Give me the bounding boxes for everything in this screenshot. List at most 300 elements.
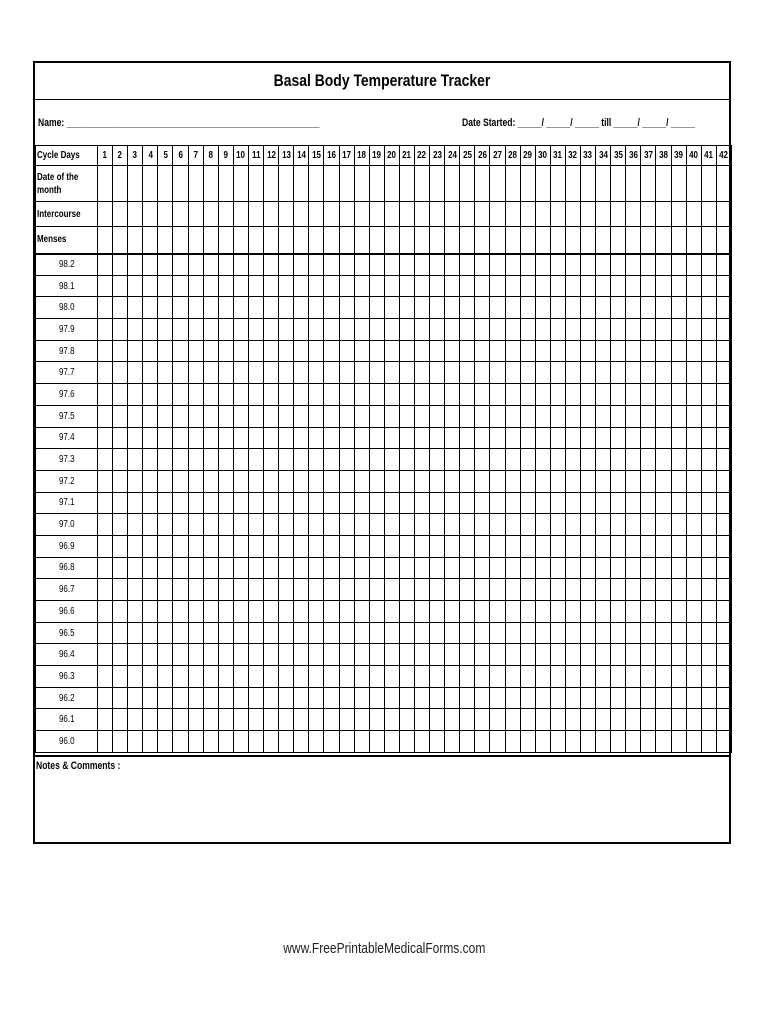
grid-cell[interactable] bbox=[384, 535, 399, 557]
grid-cell[interactable] bbox=[128, 731, 143, 753]
grid-cell[interactable] bbox=[686, 557, 701, 579]
grid-cell[interactable] bbox=[128, 601, 143, 623]
grid-cell[interactable] bbox=[369, 254, 384, 276]
grid-cell[interactable] bbox=[369, 449, 384, 471]
grid-cell[interactable] bbox=[384, 579, 399, 601]
grid-cell[interactable] bbox=[128, 227, 143, 254]
grid-cell[interactable] bbox=[158, 405, 173, 427]
grid-cell[interactable] bbox=[188, 449, 203, 471]
grid-cell[interactable] bbox=[248, 557, 263, 579]
grid-cell[interactable] bbox=[309, 514, 324, 536]
grid-cell[interactable] bbox=[656, 470, 671, 492]
grid-cell[interactable] bbox=[535, 384, 550, 406]
grid-cell[interactable] bbox=[294, 709, 309, 731]
grid-cell[interactable] bbox=[264, 275, 279, 297]
grid-cell[interactable] bbox=[581, 666, 596, 688]
grid-cell[interactable] bbox=[248, 470, 263, 492]
grid-cell[interactable] bbox=[218, 202, 233, 227]
grid-cell[interactable] bbox=[309, 535, 324, 557]
grid-cell[interactable] bbox=[716, 514, 731, 536]
grid-cell[interactable] bbox=[173, 709, 188, 731]
grid-cell[interactable] bbox=[520, 362, 535, 384]
grid-cell[interactable] bbox=[279, 535, 294, 557]
grid-cell[interactable] bbox=[158, 319, 173, 341]
grid-cell[interactable] bbox=[339, 254, 354, 276]
grid-cell[interactable] bbox=[641, 687, 656, 709]
grid-cell[interactable] bbox=[113, 666, 128, 688]
grid-cell[interactable] bbox=[324, 405, 339, 427]
grid-cell[interactable] bbox=[701, 644, 716, 666]
grid-cell[interactable] bbox=[475, 362, 490, 384]
grid-cell[interactable] bbox=[158, 687, 173, 709]
grid-cell[interactable] bbox=[218, 579, 233, 601]
grid-cell[interactable] bbox=[203, 319, 218, 341]
grid-cell[interactable] bbox=[686, 319, 701, 341]
grid-cell[interactable] bbox=[158, 449, 173, 471]
grid-cell[interactable] bbox=[671, 492, 686, 514]
grid-cell[interactable] bbox=[354, 492, 369, 514]
grid-cell[interactable] bbox=[233, 166, 248, 202]
grid-cell[interactable] bbox=[596, 254, 611, 276]
grid-cell[interactable] bbox=[520, 557, 535, 579]
grid-cell[interactable] bbox=[233, 535, 248, 557]
grid-cell[interactable] bbox=[490, 449, 505, 471]
grid-cell[interactable] bbox=[626, 709, 641, 731]
grid-cell[interactable] bbox=[626, 557, 641, 579]
grid-cell[interactable] bbox=[98, 687, 113, 709]
grid-cell[interactable] bbox=[399, 297, 414, 319]
grid-cell[interactable] bbox=[233, 340, 248, 362]
grid-cell[interactable] bbox=[264, 535, 279, 557]
grid-cell[interactable] bbox=[158, 384, 173, 406]
grid-cell[interactable] bbox=[264, 362, 279, 384]
grid-cell[interactable] bbox=[581, 470, 596, 492]
grid-cell[interactable] bbox=[520, 687, 535, 709]
grid-cell[interactable] bbox=[611, 427, 626, 449]
grid-cell[interactable] bbox=[490, 384, 505, 406]
grid-cell[interactable] bbox=[626, 644, 641, 666]
grid-cell[interactable] bbox=[701, 449, 716, 471]
grid-cell[interactable] bbox=[279, 687, 294, 709]
grid-cell[interactable] bbox=[520, 297, 535, 319]
grid-cell[interactable] bbox=[113, 227, 128, 254]
grid-cell[interactable] bbox=[279, 405, 294, 427]
grid-cell[interactable] bbox=[490, 687, 505, 709]
grid-cell[interactable] bbox=[686, 362, 701, 384]
grid-cell[interactable] bbox=[414, 275, 429, 297]
grid-cell[interactable] bbox=[264, 644, 279, 666]
grid-cell[interactable] bbox=[460, 557, 475, 579]
grid-cell[interactable] bbox=[581, 297, 596, 319]
grid-cell[interactable] bbox=[369, 227, 384, 254]
grid-cell[interactable] bbox=[430, 427, 445, 449]
grid-cell[interactable] bbox=[611, 202, 626, 227]
grid-cell[interactable] bbox=[671, 449, 686, 471]
grid-cell[interactable] bbox=[143, 384, 158, 406]
grid-cell[interactable] bbox=[445, 319, 460, 341]
grid-cell[interactable] bbox=[233, 687, 248, 709]
grid-cell[interactable] bbox=[294, 275, 309, 297]
grid-cell[interactable] bbox=[384, 297, 399, 319]
grid-cell[interactable] bbox=[399, 384, 414, 406]
grid-cell[interactable] bbox=[324, 557, 339, 579]
grid-cell[interactable] bbox=[324, 275, 339, 297]
grid-cell[interactable] bbox=[399, 254, 414, 276]
grid-cell[interactable] bbox=[520, 319, 535, 341]
grid-cell[interactable] bbox=[505, 557, 520, 579]
grid-cell[interactable] bbox=[716, 687, 731, 709]
grid-cell[interactable] bbox=[641, 535, 656, 557]
grid-cell[interactable] bbox=[520, 427, 535, 449]
grid-cell[interactable] bbox=[535, 427, 550, 449]
grid-cell[interactable] bbox=[671, 470, 686, 492]
grid-cell[interactable] bbox=[113, 405, 128, 427]
grid-cell[interactable] bbox=[671, 601, 686, 623]
grid-cell[interactable] bbox=[188, 557, 203, 579]
grid-cell[interactable] bbox=[520, 514, 535, 536]
grid-cell[interactable] bbox=[596, 405, 611, 427]
grid-cell[interactable] bbox=[535, 557, 550, 579]
grid-cell[interactable] bbox=[324, 666, 339, 688]
grid-cell[interactable] bbox=[475, 622, 490, 644]
grid-cell[interactable] bbox=[113, 275, 128, 297]
grid-cell[interactable] bbox=[354, 405, 369, 427]
grid-cell[interactable] bbox=[324, 297, 339, 319]
grid-cell[interactable] bbox=[626, 405, 641, 427]
grid-cell[interactable] bbox=[460, 709, 475, 731]
grid-cell[interactable] bbox=[98, 579, 113, 601]
grid-cell[interactable] bbox=[128, 297, 143, 319]
grid-cell[interactable] bbox=[490, 622, 505, 644]
grid-cell[interactable] bbox=[218, 514, 233, 536]
grid-cell[interactable] bbox=[611, 492, 626, 514]
grid-cell[interactable] bbox=[399, 319, 414, 341]
grid-cell[interactable] bbox=[218, 405, 233, 427]
grid-cell[interactable] bbox=[565, 449, 580, 471]
grid-cell[interactable] bbox=[233, 405, 248, 427]
grid-cell[interactable] bbox=[324, 514, 339, 536]
grid-cell[interactable] bbox=[656, 254, 671, 276]
grid-cell[interactable] bbox=[218, 254, 233, 276]
grid-cell[interactable] bbox=[565, 535, 580, 557]
grid-cell[interactable] bbox=[188, 362, 203, 384]
grid-cell[interactable] bbox=[399, 687, 414, 709]
grid-cell[interactable] bbox=[596, 666, 611, 688]
grid-cell[interactable] bbox=[369, 470, 384, 492]
grid-cell[interactable] bbox=[233, 427, 248, 449]
grid-cell[interactable] bbox=[641, 202, 656, 227]
grid-cell[interactable] bbox=[520, 202, 535, 227]
grid-cell[interactable] bbox=[656, 362, 671, 384]
grid-cell[interactable] bbox=[369, 666, 384, 688]
grid-cell[interactable] bbox=[218, 622, 233, 644]
grid-cell[interactable] bbox=[716, 202, 731, 227]
grid-cell[interactable] bbox=[641, 340, 656, 362]
grid-cell[interactable] bbox=[203, 709, 218, 731]
grid-cell[interactable] bbox=[203, 427, 218, 449]
grid-cell[interactable] bbox=[460, 340, 475, 362]
grid-cell[interactable] bbox=[520, 492, 535, 514]
grid-cell[interactable] bbox=[535, 470, 550, 492]
grid-cell[interactable] bbox=[113, 427, 128, 449]
grid-cell[interactable] bbox=[565, 227, 580, 254]
grid-cell[interactable] bbox=[188, 601, 203, 623]
grid-cell[interactable] bbox=[535, 644, 550, 666]
grid-cell[interactable] bbox=[671, 319, 686, 341]
grid-cell[interactable] bbox=[445, 202, 460, 227]
grid-cell[interactable] bbox=[158, 275, 173, 297]
grid-cell[interactable] bbox=[188, 622, 203, 644]
grid-cell[interactable] bbox=[716, 492, 731, 514]
grid-cell[interactable] bbox=[460, 227, 475, 254]
grid-cell[interactable] bbox=[596, 687, 611, 709]
grid-cell[interactable] bbox=[656, 687, 671, 709]
grid-cell[interactable] bbox=[203, 687, 218, 709]
grid-cell[interactable] bbox=[701, 202, 716, 227]
grid-cell[interactable] bbox=[158, 492, 173, 514]
grid-cell[interactable] bbox=[671, 731, 686, 753]
grid-cell[interactable] bbox=[445, 340, 460, 362]
grid-cell[interactable] bbox=[535, 275, 550, 297]
grid-cell[interactable] bbox=[701, 535, 716, 557]
grid-cell[interactable] bbox=[716, 427, 731, 449]
grid-cell[interactable] bbox=[535, 666, 550, 688]
grid-cell[interactable] bbox=[309, 470, 324, 492]
grid-cell[interactable] bbox=[535, 601, 550, 623]
grid-cell[interactable] bbox=[550, 709, 565, 731]
grid-cell[interactable] bbox=[113, 470, 128, 492]
grid-cell[interactable] bbox=[671, 557, 686, 579]
grid-cell[interactable] bbox=[113, 166, 128, 202]
grid-cell[interactable] bbox=[550, 362, 565, 384]
grid-cell[interactable] bbox=[384, 254, 399, 276]
grid-cell[interactable] bbox=[475, 666, 490, 688]
grid-cell[interactable] bbox=[339, 687, 354, 709]
grid-cell[interactable] bbox=[641, 405, 656, 427]
grid-cell[interactable] bbox=[188, 319, 203, 341]
grid-cell[interactable] bbox=[173, 666, 188, 688]
grid-cell[interactable] bbox=[671, 535, 686, 557]
grid-cell[interactable] bbox=[324, 709, 339, 731]
grid-cell[interactable] bbox=[550, 384, 565, 406]
grid-cell[interactable] bbox=[445, 449, 460, 471]
grid-cell[interactable] bbox=[203, 254, 218, 276]
grid-cell[interactable] bbox=[248, 579, 263, 601]
grid-cell[interactable] bbox=[611, 666, 626, 688]
grid-cell[interactable] bbox=[143, 709, 158, 731]
grid-cell[interactable] bbox=[565, 202, 580, 227]
grid-cell[interactable] bbox=[248, 687, 263, 709]
grid-cell[interactable] bbox=[233, 362, 248, 384]
grid-cell[interactable] bbox=[324, 687, 339, 709]
grid-cell[interactable] bbox=[98, 666, 113, 688]
grid-cell[interactable] bbox=[309, 731, 324, 753]
grid-cell[interactable] bbox=[218, 297, 233, 319]
grid-cell[interactable] bbox=[414, 405, 429, 427]
grid-cell[interactable] bbox=[279, 427, 294, 449]
grid-cell[interactable] bbox=[264, 687, 279, 709]
grid-cell[interactable] bbox=[475, 644, 490, 666]
grid-cell[interactable] bbox=[581, 579, 596, 601]
grid-cell[interactable] bbox=[565, 644, 580, 666]
grid-cell[interactable] bbox=[188, 384, 203, 406]
grid-cell[interactable] bbox=[550, 579, 565, 601]
grid-cell[interactable] bbox=[264, 601, 279, 623]
grid-cell[interactable] bbox=[656, 340, 671, 362]
grid-cell[interactable] bbox=[173, 579, 188, 601]
grid-cell[interactable] bbox=[641, 275, 656, 297]
grid-cell[interactable] bbox=[354, 254, 369, 276]
grid-cell[interactable] bbox=[671, 687, 686, 709]
grid-cell[interactable] bbox=[430, 384, 445, 406]
grid-cell[interactable] bbox=[701, 709, 716, 731]
grid-cell[interactable] bbox=[264, 579, 279, 601]
grid-cell[interactable] bbox=[294, 731, 309, 753]
grid-cell[interactable] bbox=[701, 227, 716, 254]
grid-cell[interactable] bbox=[520, 731, 535, 753]
grid-cell[interactable] bbox=[445, 427, 460, 449]
grid-cell[interactable] bbox=[505, 254, 520, 276]
grid-cell[interactable] bbox=[339, 297, 354, 319]
grid-cell[interactable] bbox=[128, 514, 143, 536]
grid-cell[interactable] bbox=[520, 644, 535, 666]
grid-cell[interactable] bbox=[550, 340, 565, 362]
grid-cell[interactable] bbox=[339, 644, 354, 666]
grid-cell[interactable] bbox=[294, 202, 309, 227]
grid-cell[interactable] bbox=[279, 470, 294, 492]
grid-cell[interactable] bbox=[248, 297, 263, 319]
grid-cell[interactable] bbox=[369, 362, 384, 384]
grid-cell[interactable] bbox=[581, 644, 596, 666]
grid-cell[interactable] bbox=[188, 709, 203, 731]
grid-cell[interactable] bbox=[460, 535, 475, 557]
grid-cell[interactable] bbox=[384, 731, 399, 753]
grid-cell[interactable] bbox=[98, 202, 113, 227]
grid-cell[interactable] bbox=[339, 622, 354, 644]
grid-cell[interactable] bbox=[686, 492, 701, 514]
grid-cell[interactable] bbox=[188, 275, 203, 297]
grid-cell[interactable] bbox=[414, 254, 429, 276]
grid-cell[interactable] bbox=[445, 384, 460, 406]
grid-cell[interactable] bbox=[581, 557, 596, 579]
grid-cell[interactable] bbox=[354, 227, 369, 254]
grid-cell[interactable] bbox=[188, 405, 203, 427]
grid-cell[interactable] bbox=[475, 470, 490, 492]
grid-cell[interactable] bbox=[158, 731, 173, 753]
grid-cell[interactable] bbox=[264, 405, 279, 427]
grid-cell[interactable] bbox=[203, 405, 218, 427]
grid-cell[interactable] bbox=[535, 731, 550, 753]
grid-cell[interactable] bbox=[611, 166, 626, 202]
grid-cell[interactable] bbox=[716, 275, 731, 297]
grid-cell[interactable] bbox=[671, 362, 686, 384]
grid-cell[interactable] bbox=[173, 622, 188, 644]
grid-cell[interactable] bbox=[565, 427, 580, 449]
grid-cell[interactable] bbox=[309, 319, 324, 341]
grid-cell[interactable] bbox=[98, 557, 113, 579]
grid-cell[interactable] bbox=[233, 470, 248, 492]
grid-cell[interactable] bbox=[505, 535, 520, 557]
grid-cell[interactable] bbox=[460, 731, 475, 753]
grid-cell[interactable] bbox=[626, 535, 641, 557]
grid-cell[interactable] bbox=[430, 202, 445, 227]
grid-cell[interactable] bbox=[264, 557, 279, 579]
grid-cell[interactable] bbox=[414, 601, 429, 623]
grid-cell[interactable] bbox=[596, 319, 611, 341]
grid-cell[interactable] bbox=[505, 297, 520, 319]
grid-cell[interactable] bbox=[596, 601, 611, 623]
grid-cell[interactable] bbox=[596, 427, 611, 449]
grid-cell[interactable] bbox=[550, 297, 565, 319]
grid-cell[interactable] bbox=[701, 687, 716, 709]
grid-cell[interactable] bbox=[128, 362, 143, 384]
grid-cell[interactable] bbox=[113, 449, 128, 471]
grid-cell[interactable] bbox=[505, 644, 520, 666]
grid-cell[interactable] bbox=[143, 557, 158, 579]
grid-cell[interactable] bbox=[309, 709, 324, 731]
grid-cell[interactable] bbox=[490, 297, 505, 319]
grid-cell[interactable] bbox=[701, 275, 716, 297]
grid-cell[interactable] bbox=[399, 492, 414, 514]
grid-cell[interactable] bbox=[626, 470, 641, 492]
grid-cell[interactable] bbox=[264, 427, 279, 449]
grid-cell[interactable] bbox=[233, 514, 248, 536]
grid-cell[interactable] bbox=[430, 492, 445, 514]
grid-cell[interactable] bbox=[460, 319, 475, 341]
grid-cell[interactable] bbox=[596, 557, 611, 579]
grid-cell[interactable] bbox=[535, 687, 550, 709]
grid-cell[interactable] bbox=[565, 687, 580, 709]
grid-cell[interactable] bbox=[294, 579, 309, 601]
grid-cell[interactable] bbox=[384, 449, 399, 471]
grid-cell[interactable] bbox=[490, 405, 505, 427]
grid-cell[interactable] bbox=[384, 405, 399, 427]
grid-cell[interactable] bbox=[188, 470, 203, 492]
grid-cell[interactable] bbox=[475, 275, 490, 297]
grid-cell[interactable] bbox=[218, 275, 233, 297]
grid-cell[interactable] bbox=[218, 227, 233, 254]
grid-cell[interactable] bbox=[656, 579, 671, 601]
grid-cell[interactable] bbox=[505, 202, 520, 227]
grid-cell[interactable] bbox=[445, 362, 460, 384]
grid-cell[interactable] bbox=[339, 362, 354, 384]
grid-cell[interactable] bbox=[354, 644, 369, 666]
grid-cell[interactable] bbox=[565, 275, 580, 297]
grid-cell[interactable] bbox=[188, 166, 203, 202]
grid-cell[interactable] bbox=[279, 622, 294, 644]
grid-cell[interactable] bbox=[716, 405, 731, 427]
grid-cell[interactable] bbox=[173, 731, 188, 753]
grid-cell[interactable] bbox=[354, 362, 369, 384]
grid-cell[interactable] bbox=[445, 470, 460, 492]
grid-cell[interactable] bbox=[233, 227, 248, 254]
grid-cell[interactable] bbox=[98, 622, 113, 644]
grid-cell[interactable] bbox=[203, 622, 218, 644]
grid-cell[interactable] bbox=[354, 514, 369, 536]
grid-cell[interactable] bbox=[98, 601, 113, 623]
grid-cell[interactable] bbox=[279, 362, 294, 384]
grid-cell[interactable] bbox=[716, 666, 731, 688]
grid-cell[interactable] bbox=[671, 405, 686, 427]
grid-cell[interactable] bbox=[641, 557, 656, 579]
grid-cell[interactable] bbox=[173, 227, 188, 254]
grid-cell[interactable] bbox=[113, 362, 128, 384]
grid-cell[interactable] bbox=[399, 644, 414, 666]
grid-cell[interactable] bbox=[188, 340, 203, 362]
grid-cell[interactable] bbox=[550, 449, 565, 471]
grid-cell[interactable] bbox=[535, 340, 550, 362]
grid-cell[interactable] bbox=[98, 535, 113, 557]
